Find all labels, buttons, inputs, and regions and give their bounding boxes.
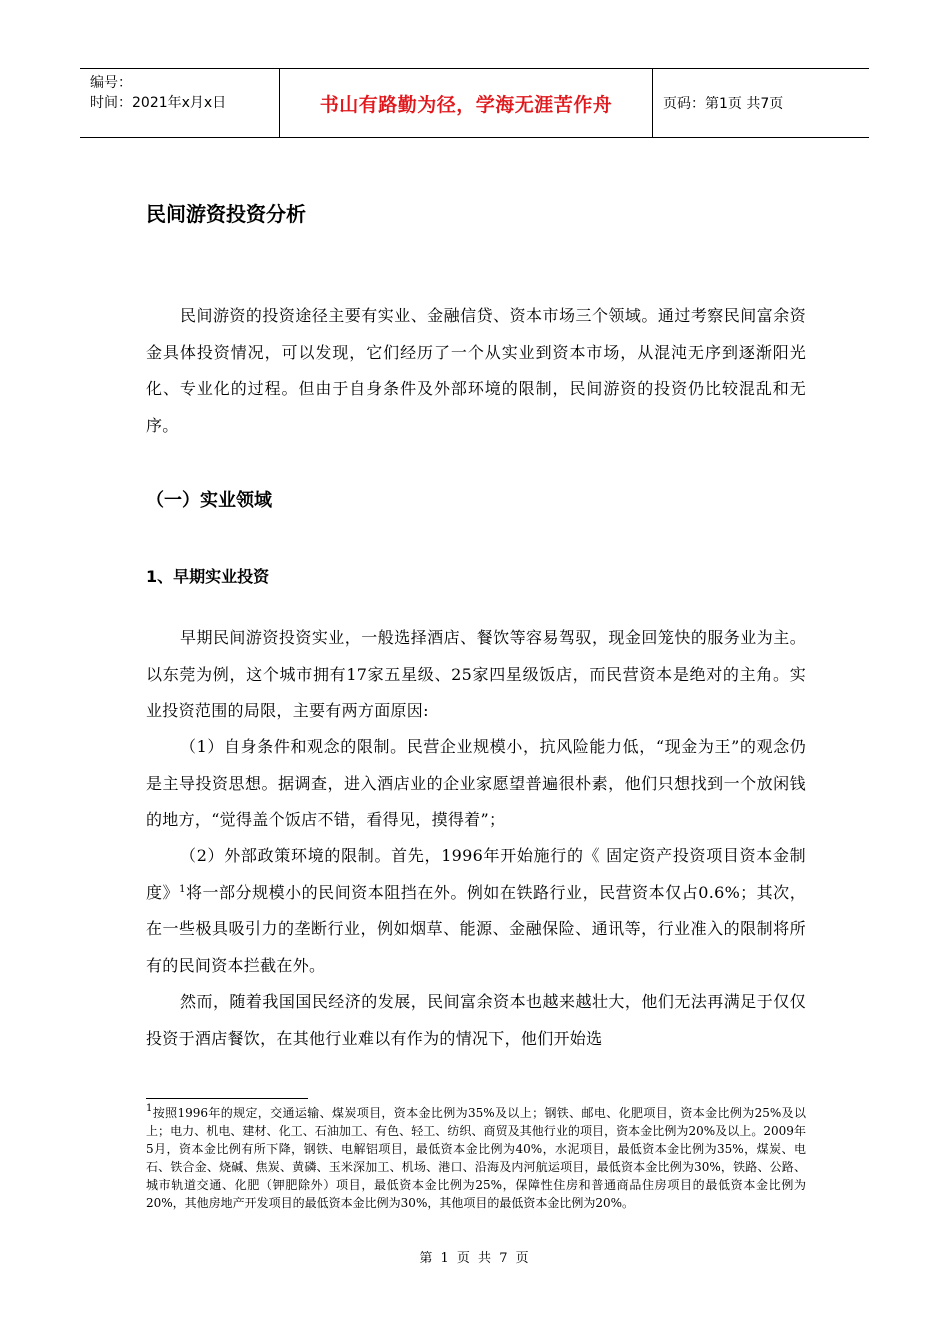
header-table — [80, 68, 869, 138]
page-number: 第 1 页 共 7 页 — [419, 1251, 531, 1266]
paragraph-1: 早期民间游资投资实业，一般选择酒店、餐饮等容易驾驭，现金回笼快的服务业为主。以东莞为例，这个城市拥有17家五星级、25家四星级饭店，而民营资本是绝对的主角。实业投资范围的局限，主要有两方面原因: — [146, 628, 806, 720]
footnote-divider — [146, 1098, 308, 1099]
doc-title: 民间游资投资分析 — [146, 202, 306, 226]
motto: 书山有路勤为径，学海无涯苦作舟 — [280, 69, 653, 137]
number-label: 编号： — [90, 75, 132, 91]
paragraph-4: 然而，随着我国国民经济的发展，民间富余资本也越来越壮大，他们无法再满足于仅仅投资于酒店餐饮，在其他行业难以有作为的情况下，他们开始选 — [146, 992, 806, 1048]
footnote — [146, 1104, 806, 1212]
section-heading: （一）实业领域 — [146, 490, 272, 511]
footnote-reference[interactable]: 1 — [179, 883, 186, 895]
time-label: 时间：2021年x月x日 — [90, 95, 227, 111]
footnote-mark: 1 — [146, 1103, 153, 1114]
paragraph-3 — [146, 838, 806, 984]
subsection-heading: 1、早期实业投资 — [146, 567, 270, 586]
paragraph-3-part-a: （2）外部政策环境的限制。首先，1996年开始施行的《 固定资产投资项目资本金制度》 — [146, 846, 806, 902]
page-label: 页码：第1页 共7页 — [663, 96, 784, 112]
paragraph-3-part-b: 将一部分规模小的民间资本阻挡在外。例如在铁路行业，民营资本仅占0.6%；其次，在一些极具吸引力的垄断行业，例如烟草、能源、金融保险、通讯等，行业准入的限制将所有的民间资本拦截在外。 — [146, 882, 806, 975]
footnote-text: 按照1996年的规定，交通运输、煤炭项目，资本金比例为35%及以上；钢铁、邮电、化肥项目，资本金比例为25%及以上；电力、机电、建材、化工、石油加工、有色、轻工、纺织、商贸及其他行业的项目，资本金比例为20%及以上。2009年5月，资本金比例有所下降，钢铁、电解铝项目，最低资本金比例为40%，水泥项目，最低资本金比例为35%，煤炭、电石、铁合金、烧碱、焦炭、黄磷、玉米深加工、机场、港口、沿海及内河航运项目，最低资本金比例为30%，铁路、公路、城市轨道交通、化肥（钾肥除外）项目，最低资本金比例为25%，保障性住房和普通商品住房项目的最低资本金比例为20%，其他房地产开发项目的最低资本金比例为30%，其他项目的最低资本金比例为20%。 — [146, 1106, 806, 1210]
paragraph-2: （1）自身条件和观念的限制。民营企业规模小，抗风险能力低，“现金为王”的观念仍是主导投资思想。据调查，进入酒店业的企业家愿望普遍很朴素，他们只想找到一个放闲钱的地方，“觉得盖个饭店不错，看得见，摸得着”； — [146, 737, 806, 829]
header-info-cell — [80, 69, 280, 137]
intro-paragraph: 民间游资的投资途径主要有实业、金融信贷、资本市场三个领域。通过考察民间富余资金具体投资情况，可以发现，它们经历了一个从实业到资本市场，从混沌无序到逐渐阳光化、专业化的过程。但由于自身条件及外部环境的限制，民间游资的投资仍比较混乱和无序。 — [146, 306, 806, 435]
